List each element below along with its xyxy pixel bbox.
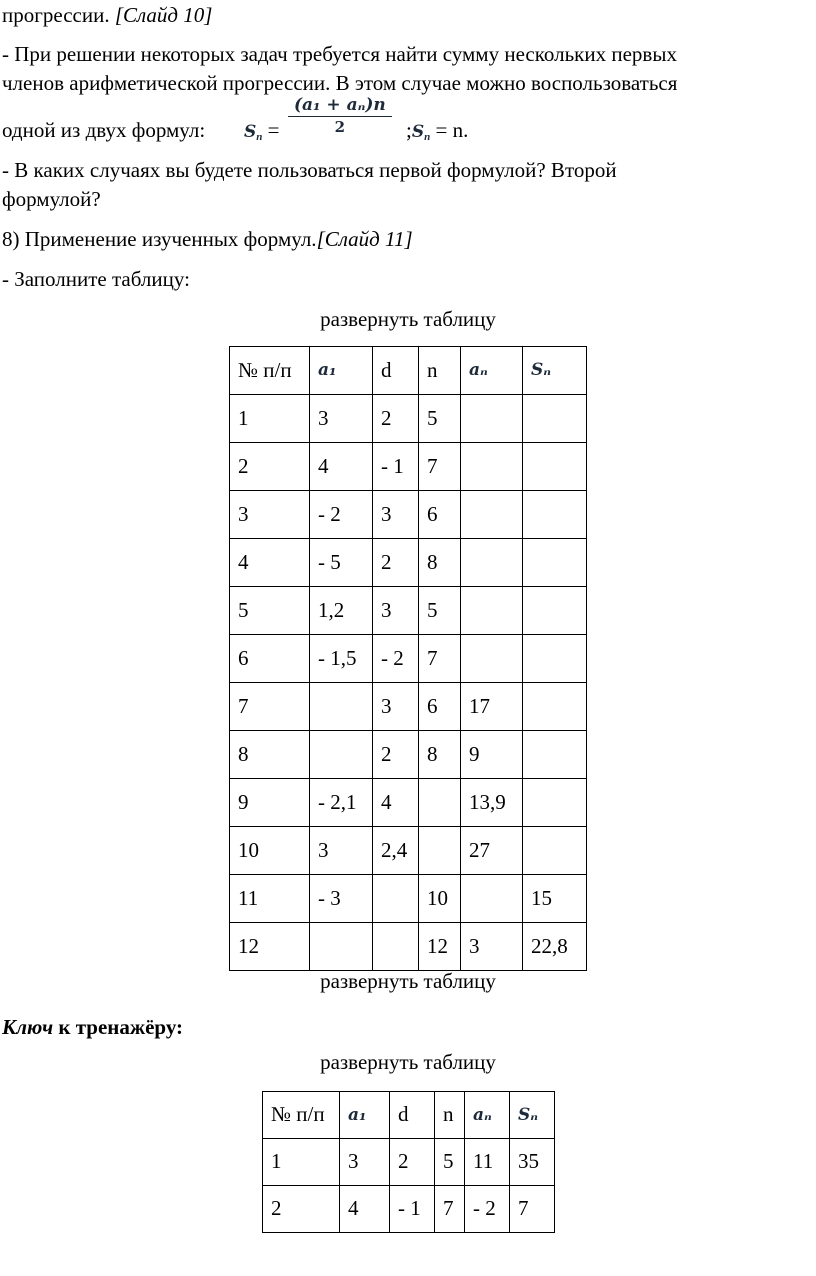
exercise-table-cell: 2 bbox=[373, 539, 419, 587]
expand-table-link-1[interactable]: развернуть таблицу bbox=[320, 307, 496, 331]
key-heading: Ключ к тренажёру: bbox=[2, 1015, 184, 1039]
answer-key-table bbox=[262, 1091, 555, 1233]
exercise-table-cell bbox=[461, 395, 523, 443]
exercise-table bbox=[229, 346, 587, 971]
formula-denominator: 2 bbox=[334, 118, 346, 136]
exercise-table-cell: 3 bbox=[373, 491, 419, 539]
exercise-table-cell: 3 bbox=[461, 923, 523, 971]
exercise-table-cell bbox=[523, 683, 587, 731]
exercise-table-cell: 7 bbox=[419, 635, 461, 683]
exercise-table-cell bbox=[461, 491, 523, 539]
answer-key-table-cell: 7 bbox=[435, 1186, 465, 1233]
exercise-table-cell bbox=[373, 875, 419, 923]
exercise-table-cell: - 1,5 bbox=[310, 635, 373, 683]
exercise-table-cell: 12 bbox=[230, 923, 310, 971]
exercise-table-cell: - 2,1 bbox=[310, 779, 373, 827]
exercise-table-row bbox=[230, 587, 587, 635]
exercise-table-cell: 3 bbox=[373, 587, 419, 635]
exercise-table-cell: 8 bbox=[419, 539, 461, 587]
exercise-table-cell bbox=[419, 827, 461, 875]
exercise-table-cell: 4 bbox=[373, 779, 419, 827]
answer-key-table-header-cell: a₁ bbox=[340, 1092, 390, 1139]
exercise-table-cell bbox=[523, 635, 587, 683]
formula-2: ;Sn = n. bbox=[406, 118, 469, 143]
exercise-table-cell: 5 bbox=[230, 587, 310, 635]
exercise-table-cell: 3 bbox=[310, 395, 373, 443]
exercise-table-row bbox=[230, 923, 587, 971]
answer-key-table-cell: - 2 bbox=[465, 1186, 510, 1233]
answer-key-table-cell: 1 bbox=[263, 1139, 340, 1186]
exercise-table-cell: 2 bbox=[230, 443, 310, 491]
answer-key-table-row bbox=[263, 1139, 555, 1186]
exercise-table-cell: 4 bbox=[230, 539, 310, 587]
exercise-table-cell: 7 bbox=[230, 683, 310, 731]
answer-key-table-cell: 7 bbox=[510, 1186, 555, 1233]
exercise-table-header-cell: d bbox=[373, 347, 419, 395]
exercise-table-cell bbox=[419, 779, 461, 827]
exercise-table-cell: 2 bbox=[373, 395, 419, 443]
question-line1: - В каких случаях вы будете пользоваться первой формулой? Второй bbox=[2, 158, 617, 182]
exercise-table-cell bbox=[523, 539, 587, 587]
exercise-table-row bbox=[230, 779, 587, 827]
intro-line bbox=[2, 2, 212, 29]
exercise-table-cell: 6 bbox=[419, 491, 461, 539]
formula-1-fraction bbox=[288, 94, 392, 137]
step8-line: 8) Применение изученных формул.[Слайд 11] bbox=[2, 227, 413, 251]
answer-key-table-cell: - 1 bbox=[390, 1186, 435, 1233]
question-line2: формулой? bbox=[2, 187, 101, 211]
exercise-table-cell: 9 bbox=[461, 731, 523, 779]
exercise-table-row bbox=[230, 683, 587, 731]
slide-ref-11: [Слайд 11] bbox=[316, 227, 413, 251]
answer-key-table-header-cell: Sₙ bbox=[510, 1092, 555, 1139]
exercise-table-cell: 9 bbox=[230, 779, 310, 827]
exercise-table-cell: 15 bbox=[523, 875, 587, 923]
exercise-table-cell: - 2 bbox=[310, 491, 373, 539]
exercise-table-cell bbox=[523, 395, 587, 443]
exercise-table-row bbox=[230, 539, 587, 587]
exercise-table-header-row bbox=[230, 347, 587, 395]
exercise-table-cell bbox=[310, 731, 373, 779]
answer-key-table-cell: 3 bbox=[340, 1139, 390, 1186]
exercise-table-cell bbox=[461, 875, 523, 923]
exercise-table-cell: 7 bbox=[419, 443, 461, 491]
exercise-table-cell bbox=[310, 923, 373, 971]
intro-text: прогрессии. bbox=[2, 3, 115, 27]
exercise-table-cell: 2,4 bbox=[373, 827, 419, 875]
exercise-table-cell: 10 bbox=[230, 827, 310, 875]
exercise-table-cell: 5 bbox=[419, 587, 461, 635]
exercise-table-cell: 6 bbox=[230, 635, 310, 683]
answer-key-table-cell: 4 bbox=[340, 1186, 390, 1233]
exercise-table-cell bbox=[461, 443, 523, 491]
exercise-table-cell: 1,2 bbox=[310, 587, 373, 635]
formula-1-lhs: Sn = bbox=[244, 118, 280, 143]
exercise-table-header-cell: aₙ bbox=[461, 347, 523, 395]
exercise-table-cell: 3 bbox=[310, 827, 373, 875]
answer-key-table-header-cell: № п/п bbox=[263, 1092, 340, 1139]
answer-key-table-cell: 11 bbox=[465, 1139, 510, 1186]
exercise-table-cell: - 5 bbox=[310, 539, 373, 587]
exercise-table-row bbox=[230, 827, 587, 875]
formula-intro: одной из двух формул: bbox=[2, 118, 206, 142]
exercise-table-cell bbox=[523, 779, 587, 827]
exercise-table-cell bbox=[461, 635, 523, 683]
fill-table-instruction: - Заполните таблицу: bbox=[2, 267, 190, 291]
exercise-table-cell bbox=[523, 443, 587, 491]
exercise-table-cell bbox=[523, 587, 587, 635]
exercise-table-cell bbox=[461, 587, 523, 635]
exercise-table-cell: 11 bbox=[230, 875, 310, 923]
exercise-table-cell: 8 bbox=[419, 731, 461, 779]
answer-key-table-cell: 2 bbox=[263, 1186, 340, 1233]
exercise-table-cell: - 1 bbox=[373, 443, 419, 491]
exercise-table-cell: 1 bbox=[230, 395, 310, 443]
answer-key-table-row bbox=[263, 1186, 555, 1233]
formula-numerator: (a₁ + aₙ)n bbox=[288, 94, 392, 117]
exercise-table-cell: 22,8 bbox=[523, 923, 587, 971]
exercise-table-cell bbox=[523, 491, 587, 539]
expand-table-link-3[interactable]: развернуть таблицу bbox=[320, 1050, 496, 1074]
paragraph1-line1: - При решении некоторых задач требуется найти сумму нескольких первых bbox=[2, 42, 677, 66]
exercise-table-row bbox=[230, 875, 587, 923]
exercise-table-cell bbox=[461, 539, 523, 587]
exercise-table-cell: 3 bbox=[373, 683, 419, 731]
exercise-table-header-cell: Sₙ bbox=[523, 347, 587, 395]
exercise-table-cell bbox=[523, 827, 587, 875]
exercise-table-header-cell: № п/п bbox=[230, 347, 310, 395]
exercise-table-cell: 4 bbox=[310, 443, 373, 491]
exercise-table-header-cell: n bbox=[419, 347, 461, 395]
exercise-table-row bbox=[230, 731, 587, 779]
exercise-table-cell: 5 bbox=[419, 395, 461, 443]
exercise-table-row bbox=[230, 395, 587, 443]
exercise-table-cell bbox=[523, 731, 587, 779]
slide-ref-10: [Слайд 10] bbox=[114, 3, 213, 27]
answer-key-table-header-row bbox=[263, 1092, 555, 1139]
exercise-table-cell: 10 bbox=[419, 875, 461, 923]
exercise-table-row bbox=[230, 443, 587, 491]
exercise-table-cell: 6 bbox=[419, 683, 461, 731]
exercise-table-cell bbox=[373, 923, 419, 971]
exercise-table-cell: 2 bbox=[373, 731, 419, 779]
exercise-table-cell: 27 bbox=[461, 827, 523, 875]
exercise-table-cell: 13,9 bbox=[461, 779, 523, 827]
answer-key-table-header-cell: d bbox=[390, 1092, 435, 1139]
expand-table-link-2[interactable]: развернуть таблицу bbox=[320, 969, 496, 993]
answer-key-table-cell: 35 bbox=[510, 1139, 555, 1186]
exercise-table-cell: 17 bbox=[461, 683, 523, 731]
exercise-table-cell: 8 bbox=[230, 731, 310, 779]
exercise-table-cell: 12 bbox=[419, 923, 461, 971]
paragraph1-line2: членов арифметической прогрессии. В этом случае можно воспользоваться bbox=[2, 71, 678, 95]
answer-key-table-cell: 5 bbox=[435, 1139, 465, 1186]
answer-key-table-cell: 2 bbox=[390, 1139, 435, 1186]
answer-key-table-header-cell: n bbox=[435, 1092, 465, 1139]
exercise-table-header-cell: a₁ bbox=[310, 347, 373, 395]
exercise-table-row bbox=[230, 635, 587, 683]
exercise-table-cell bbox=[310, 683, 373, 731]
answer-key-table-header-cell: aₙ bbox=[465, 1092, 510, 1139]
exercise-table-row bbox=[230, 491, 587, 539]
paragraph1-line3 bbox=[2, 117, 205, 144]
exercise-table-cell: - 3 bbox=[310, 875, 373, 923]
exercise-table-cell: - 2 bbox=[373, 635, 419, 683]
exercise-table-cell: 3 bbox=[230, 491, 310, 539]
